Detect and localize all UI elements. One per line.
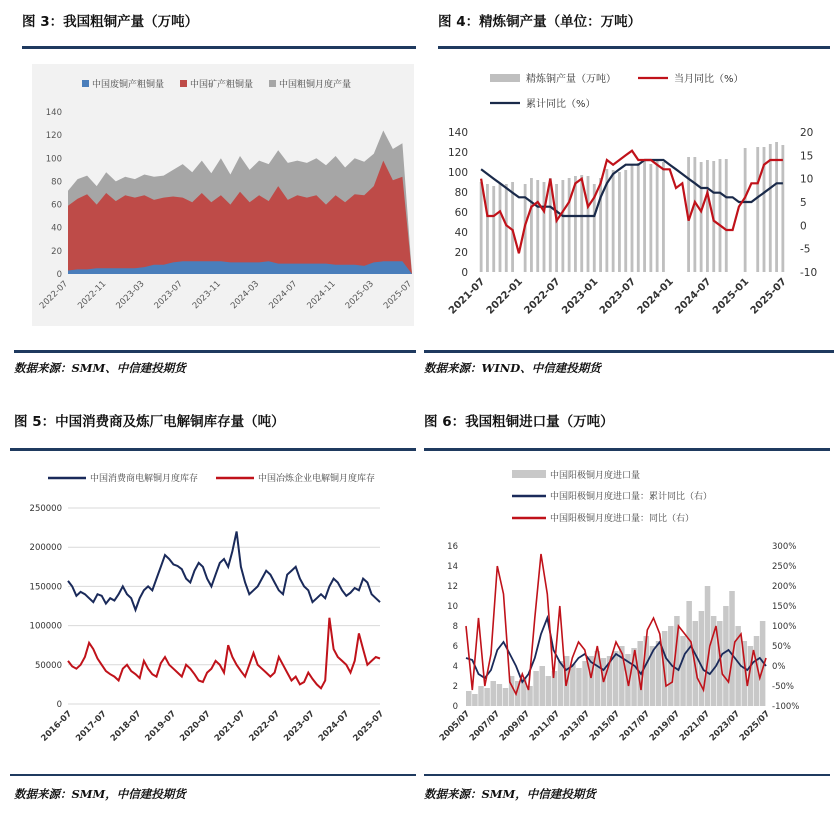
fig4-bar: [612, 170, 615, 272]
fig6-top-rule: [424, 448, 830, 451]
fig4-source: 数据来源：WIND、中信建投期货: [424, 361, 601, 375]
fig3-legend-label-2: 中国粗铜月度产量: [279, 80, 352, 90]
fig3-legend-label-1: 中国矿产粗铜量: [190, 80, 254, 90]
fig4-bar: [580, 175, 583, 272]
fig4-bar: [499, 184, 502, 272]
fig4-ytick-left-label: 80: [454, 187, 468, 199]
fig5-line-series-0: [68, 532, 380, 610]
fig4-xtick-label: 2022-01: [484, 276, 525, 317]
fig6-bar: [558, 661, 564, 706]
fig3-xtick-label: 2025-03: [343, 279, 376, 312]
fig6-xtick-label: 2021/07: [677, 709, 713, 744]
fig4-bar: [568, 178, 571, 272]
fig4-bar: [719, 159, 722, 272]
fig4-bar: [662, 162, 665, 272]
fig6-bar: [582, 661, 588, 706]
fig3-xtick-label: 2023-07: [152, 279, 185, 312]
fig3-xtick-label: 2024-07: [267, 279, 300, 312]
fig6-xtick-label: 2019/07: [647, 709, 683, 744]
fig3-legend-label-0: 中国废铜产粗铜量: [92, 80, 165, 90]
fig4-bar: [769, 144, 772, 272]
fig4-bar: [700, 162, 703, 272]
fig6-ytick-right-label: 250%: [772, 562, 797, 572]
fig6-xtick-label: 2011/07: [527, 709, 563, 744]
fig6-ytick-left-label: 14: [447, 562, 458, 572]
fig5-source: 数据来源：SMM，中信建投期货: [14, 787, 186, 801]
fig6-bar: [478, 686, 484, 706]
fig4-bar: [543, 182, 546, 272]
fig4-xtick-label: 2021-07: [447, 276, 488, 317]
fig4-ytick-left-label: 20: [454, 247, 468, 259]
fig3-top-rule: [22, 46, 416, 49]
fig6-ytick-right-label: 300%: [772, 542, 797, 552]
fig5-ytick-label: 250000: [29, 504, 62, 514]
fig4-legend-label-cumulative: 累计同比（%）: [526, 99, 596, 110]
fig6-bottom-rule: [424, 774, 830, 776]
fig6-ytick-right-label: 200%: [772, 582, 797, 592]
fig4-bar: [480, 182, 483, 272]
fig6-bar: [490, 681, 496, 706]
fig6-legend-label-0: 中国阳极铜月度进口量: [550, 471, 641, 481]
fig6-ytick-right-label: 50%: [772, 642, 791, 652]
fig4-ytick-right-label: 10: [800, 173, 814, 186]
fig5-xtick-label: 2022-07: [247, 709, 283, 744]
fig3-xtick-label: 2022-11: [76, 279, 109, 312]
fig6-bar: [552, 671, 558, 706]
fig4-bar: [775, 142, 778, 272]
fig4-ytick-left-label: 60: [454, 207, 468, 219]
fig4-bar: [624, 170, 627, 272]
fig4-title: 图 4：精炼铜产量（单位：万吨）: [438, 14, 642, 30]
fig6-bar: [656, 641, 662, 706]
fig4-ytick-left-label: 100: [447, 167, 468, 179]
fig5-chart: [10, 462, 416, 762]
fig6-source: 数据来源：SMM，中信建投期货: [424, 787, 596, 801]
fig6-bar: [539, 666, 545, 706]
fig6-legend-label-2: 中国阳极铜月度进口量：同比（右）: [550, 514, 695, 524]
fig4-bar: [631, 164, 634, 272]
fig5-ytick-label: 100000: [29, 621, 62, 632]
fig3-xtick-label: 2023-03: [114, 279, 147, 312]
fig6-ytick-left-label: 6: [452, 642, 458, 652]
fig4-bar: [492, 186, 495, 272]
fig5-title: 图 5：中国消费商及炼厂电解铜库存量（吨）: [14, 414, 285, 430]
fig6-ytick-left-label: 16: [447, 542, 458, 552]
fig4-xtick-label: 2023-01: [560, 276, 601, 317]
fig6-ytick-right-label: -50%: [772, 682, 794, 692]
fig4-top-rule: [438, 46, 830, 49]
fig4-bar: [693, 157, 696, 272]
fig6-xtick-label: 2025/07: [737, 709, 773, 744]
fig3-ytick-label: 20: [51, 246, 62, 257]
fig4-xtick-label: 2025-01: [711, 276, 752, 317]
fig3-bottom-rule: [14, 350, 416, 353]
fig4-bar: [656, 160, 659, 272]
fig3-ytick-label: 140: [45, 108, 62, 118]
fig4-legend-swatch-bar: [490, 74, 520, 82]
fig4-bar: [555, 184, 558, 272]
fig5-line-series-1: [68, 618, 380, 689]
fig5-top-rule: [10, 448, 416, 451]
fig6-xtick-label: 2005/07: [437, 709, 473, 744]
fig4-bar: [561, 180, 564, 272]
fig6-bar: [613, 651, 619, 706]
fig4-bar: [486, 184, 489, 272]
fig4-ytick-left-label: 120: [447, 147, 468, 159]
fig6-ytick-left-label: 12: [447, 582, 458, 592]
fig3-ytick-label: 100: [45, 154, 62, 165]
fig6-bar: [686, 601, 692, 706]
fig6-ytick-left-label: 8: [452, 622, 458, 632]
fig6-bar: [546, 676, 552, 706]
fig3-chart: [30, 60, 420, 330]
fig6-bar: [533, 671, 539, 706]
fig3-legend-swatch-2: [269, 80, 276, 87]
fig5-ytick-label: 50000: [34, 660, 62, 671]
fig5-xtick-label: 2018-07: [108, 709, 144, 744]
fig3-legend-swatch-0: [82, 80, 89, 87]
fig5-xtick-label: 2016-07: [39, 709, 75, 744]
fig4-xtick-label: 2024-01: [635, 276, 676, 317]
fig3-ytick-label: 0: [56, 270, 62, 280]
fig4-bar: [706, 160, 709, 272]
fig6-ytick-left-label: 10: [447, 602, 458, 612]
fig6-bar: [723, 606, 729, 706]
fig4-ytick-right-label: -5: [800, 243, 811, 256]
fig3-ytick-label: 40: [51, 223, 62, 234]
fig6-legend-swatch-0: [512, 470, 546, 478]
fig4-bar: [781, 145, 784, 272]
fig5-xtick-label: 2019-07: [143, 709, 179, 744]
fig6-xtick-label: 2013/07: [557, 709, 593, 744]
fig4-ytick-left-label: 0: [461, 267, 468, 279]
fig4-ytick-right-label: 20: [800, 127, 814, 139]
fig4-xtick-label: 2022-07: [522, 276, 563, 317]
fig4-bar: [599, 178, 602, 272]
fig5-xtick-label: 2024-07: [316, 709, 352, 744]
fig5-ytick-label: 150000: [29, 582, 62, 593]
fig6-bar: [497, 684, 503, 706]
fig4-bar: [637, 163, 640, 272]
fig6-bar: [699, 611, 705, 706]
fig3-ytick-label: 80: [51, 177, 62, 188]
fig6-ytick-left-label: 0: [452, 702, 458, 712]
fig6-chart: [424, 462, 834, 762]
fig6-bar: [503, 688, 509, 706]
fig5-legend-label-1: 中国冶炼企业电解铜月度库存: [258, 474, 376, 484]
fig4-bar: [536, 180, 539, 272]
fig6-title: 图 6：我国粗铜进口量（万吨）: [424, 414, 614, 430]
fig6-legend-label-1: 中国阳极铜月度进口量：累计同比（右）: [550, 492, 713, 502]
fig4-ytick-left-label: 140: [447, 127, 468, 139]
fig6-ytick-right-label: -100%: [772, 702, 800, 712]
fig5-xtick-label: 2017-07: [74, 709, 109, 744]
fig3-ytick-label: 120: [45, 131, 62, 142]
fig5-xtick-label: 2025-07: [351, 709, 387, 744]
fig6-ytick-left-label: 2: [452, 682, 458, 692]
fig4-bar: [756, 147, 759, 272]
fig3-xtick-label: 2022-07: [37, 279, 71, 312]
fig3-title: 图 3：我国粗铜产量（万吨）: [22, 14, 199, 30]
fig6-ytick-right-label: 0%: [772, 662, 786, 672]
fig6-xtick-label: 2007/07: [467, 709, 503, 744]
fig3-legend-swatch-1: [180, 80, 187, 87]
fig4-bar: [618, 172, 621, 272]
fig3-source: 数据来源：SMM、中信建投期货: [14, 361, 186, 375]
fig5-legend-label-0: 中国消费商电解铜月度库存: [90, 474, 199, 484]
fig6-bar: [570, 664, 576, 706]
fig6-ytick-right-label: 150%: [772, 602, 797, 612]
fig5-bottom-rule: [10, 774, 416, 776]
fig4-bar: [744, 148, 747, 272]
fig5-xtick-label: 2023-07: [282, 709, 317, 744]
fig6-ytick-right-label: 100%: [772, 622, 797, 632]
fig4-bar: [587, 176, 590, 272]
fig6-bar: [576, 668, 582, 706]
fig4-chart: [438, 62, 830, 332]
fig4-ytick-right-label: 0: [800, 220, 807, 233]
fig4-bar: [649, 164, 652, 272]
fig6-bar: [472, 694, 478, 706]
fig4-xtick-label: 2025-07: [748, 276, 789, 317]
fig5-ytick-label: 200000: [29, 543, 62, 554]
fig3-xtick-label: 2024-03: [229, 279, 262, 312]
fig4-bar: [505, 184, 508, 272]
fig4-ytick-right-label: -10: [800, 267, 818, 279]
fig6-xtick-label: 2015/07: [587, 709, 623, 744]
fig4-legend-label-bar: 精炼铜产量（万吨）: [526, 74, 616, 85]
fig4-ytick-right-label: 5: [800, 197, 807, 209]
fig6-xtick-label: 2009/07: [497, 709, 533, 744]
fig3-ytick-label: 60: [51, 200, 62, 211]
fig3-xtick-label: 2023-11: [190, 279, 224, 312]
fig6-bar: [466, 691, 472, 706]
fig4-bar: [725, 159, 728, 272]
fig4-legend-label-monthly: 当月同比（%）: [674, 74, 744, 85]
fig6-ytick-left-label: 4: [452, 662, 458, 672]
fig6-xtick-label: 2023/07: [707, 709, 743, 744]
fig4-bar: [643, 161, 646, 272]
fig6-bar: [484, 688, 490, 706]
fig4-bar: [530, 178, 533, 272]
fig5-ytick-label: 0: [56, 700, 62, 710]
fig4-ytick-right-label: 15: [800, 150, 814, 163]
fig4-bar: [511, 182, 514, 272]
fig4-bar: [574, 176, 577, 272]
fig5-xtick-label: 2020-07: [178, 709, 213, 744]
fig6-bar: [680, 636, 686, 706]
fig4-xtick-label: 2024-07: [673, 276, 714, 317]
fig6-xtick-label: 2017/07: [617, 709, 653, 744]
fig4-ytick-left-label: 40: [454, 227, 468, 239]
fig4-xtick-label: 2023-07: [597, 276, 639, 317]
fig5-xtick-label: 2021-07: [212, 709, 248, 744]
fig3-xtick-label: 2024-11: [305, 279, 338, 312]
fig4-bottom-rule: [424, 350, 834, 353]
fig3-xtick-label: 2025-07: [381, 279, 415, 312]
